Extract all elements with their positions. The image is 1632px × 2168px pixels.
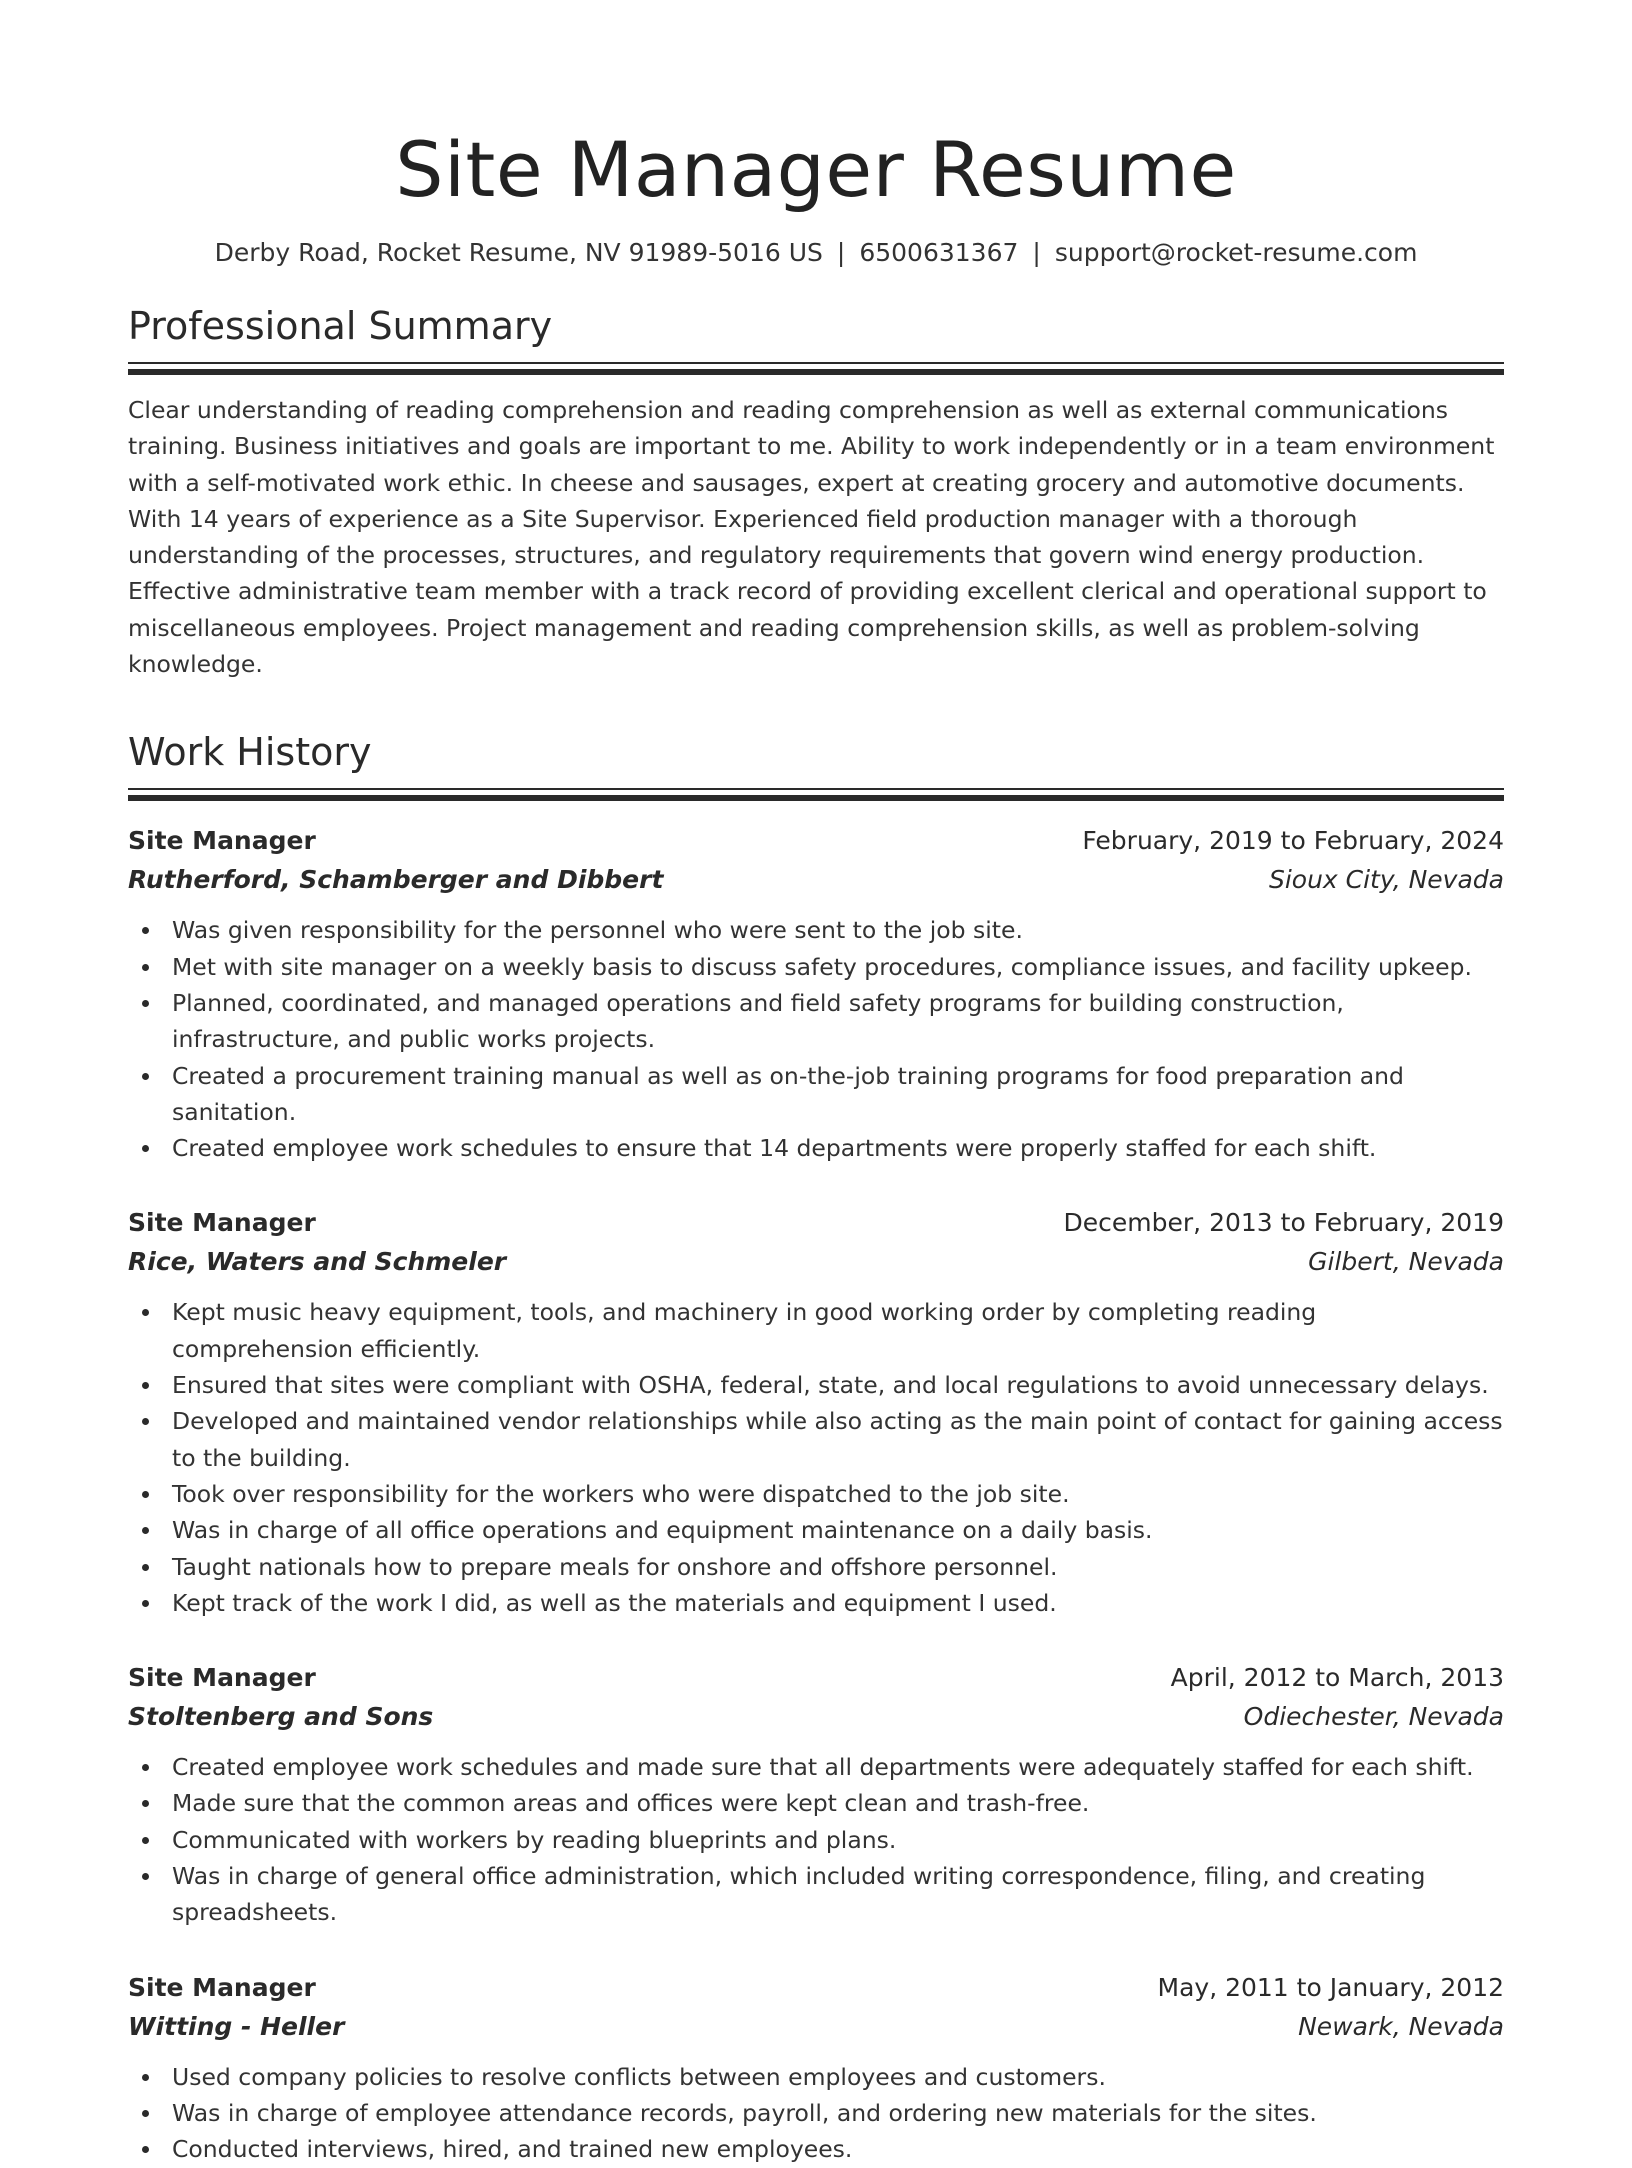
section-divider xyxy=(128,362,1504,372)
contact-separator: | xyxy=(1032,238,1041,267)
list-item: Took over responsibility for the workers who were dispatched to the job site. xyxy=(128,1476,1504,1512)
job-company: Rice, Waters and Schmeler xyxy=(128,1247,507,1277)
job-dates: May, 2011 to January, 2012 xyxy=(1157,1972,1504,2002)
job-bullet-list xyxy=(128,912,1504,1166)
job-company-row xyxy=(128,860,1504,900)
job-dates: February, 2019 to February, 2024 xyxy=(1082,826,1504,856)
contact-line xyxy=(128,236,1504,270)
work-history-list xyxy=(128,822,1504,2167)
list-item: Was in charge of employee attendance records, payroll, and ordering new materials for the sites. xyxy=(128,2095,1504,2131)
job-header-row xyxy=(128,1659,1504,1697)
list-item: Planned, coordinated, and managed operations and field safety programs for building construction, infrastructure, and public works projects. xyxy=(128,985,1504,1058)
job-header-row xyxy=(128,1204,1504,1242)
job-bullet-list xyxy=(128,1294,1504,1621)
list-item: Created employee work schedules and made sure that all departments were adequately staffed for each shift. xyxy=(128,1749,1504,1785)
contact-separator: | xyxy=(836,238,846,267)
job-entry xyxy=(128,1204,1504,1621)
job-company: Witting - Heller xyxy=(128,2011,345,2041)
list-item: Kept track of the work I did, as well as the materials and equipment I used. xyxy=(128,1585,1504,1621)
job-title: Site Manager xyxy=(128,826,316,856)
job-location: Sioux City, Nevada xyxy=(1268,865,1504,895)
job-header-row xyxy=(128,1969,1504,2007)
job-company-row xyxy=(128,1697,1504,1737)
job-title: Site Manager xyxy=(128,1208,316,1238)
section-heading-summary: Professional Summary xyxy=(128,304,553,348)
job-company: Rutherford, Schamberger and Dibbert xyxy=(128,865,664,895)
resume-title: Site Manager Resume xyxy=(395,125,1237,214)
job-header-row xyxy=(128,822,1504,860)
list-item: Taught nationals how to prepare meals for onshore and offshore personnel. xyxy=(128,1549,1504,1585)
list-item: Communicated with workers by reading blueprints and plans. xyxy=(128,1822,1504,1858)
job-dates: April, 2012 to March, 2013 xyxy=(1170,1663,1504,1693)
job-title: Site Manager xyxy=(128,1663,316,1693)
job-location: Newark, Nevada xyxy=(1298,2011,1504,2041)
list-item: Used company policies to resolve conflicts between employees and customers. xyxy=(128,2059,1504,2095)
list-item: Conducted interviews, hired, and trained new employees. xyxy=(128,2131,1504,2167)
section-heading-work-history: Work History xyxy=(128,730,372,775)
list-item: Was given responsibility for the personnel who were sent to the job site. xyxy=(128,912,1504,948)
list-item: Created a procurement training manual as well as on-the-job training programs for food preparation and sanitation. xyxy=(128,1058,1504,1131)
list-item: Met with site manager on a weekly basis to discuss safety procedures, compliance issues, and facility upkeep. xyxy=(128,949,1504,985)
summary-text: Clear understanding of reading comprehension and reading comprehension as well as external communications training. Business initiatives and goals are important to me. Ability to work independently or in a team environment with a self-motivated work ethic. In cheese and sausages, expert at creating grocery and automotive documents. With 14 years of experience as a Site Supervisor. Experienced field production manager with a thorough understanding of the processes, structures, and regulatory requirements that govern wind energy production. Effective administrative team member with a track record of providing excellent clerical and operational support to miscellaneous employees. Project management and reading comprehension skills, as well as problem-solving knowledge. xyxy=(128,396,1495,679)
contact-email: support@rocket-resume.com xyxy=(1054,238,1418,267)
job-bullet-list xyxy=(128,1749,1504,1930)
job-company-row xyxy=(128,1242,1504,1282)
list-item: Was in charge of general office administration, which included writing correspondence, filing, and creating spreadsheets. xyxy=(128,1858,1504,1931)
contact-address: Derby Road, Rocket Resume, NV 91989-5016 US xyxy=(214,238,823,267)
list-item: Created employee work schedules to ensure that 14 departments were properly staffed for each shift. xyxy=(128,1130,1504,1166)
job-dates: December, 2013 to February, 2019 xyxy=(1063,1208,1504,1238)
job-bullet-list xyxy=(128,2059,1504,2168)
list-item: Made sure that the common areas and offices were kept clean and trash-free. xyxy=(128,1785,1504,1821)
job-entry xyxy=(128,1969,1504,2168)
section-divider xyxy=(128,788,1504,798)
job-title: Site Manager xyxy=(128,1972,316,2002)
job-location: Gilbert, Nevada xyxy=(1308,1247,1504,1277)
job-company-row xyxy=(128,2007,1504,2047)
list-item: Was in charge of all office operations and equipment maintenance on a daily basis. xyxy=(128,1512,1504,1548)
job-location: Odiechester, Nevada xyxy=(1243,1702,1504,1732)
list-item: Developed and maintained vendor relationships while also acting as the main point of contact for gaining access to the building. xyxy=(128,1403,1504,1476)
list-item: Ensured that sites were compliant with OSHA, federal, state, and local regulations to avoid unnecessary delays. xyxy=(128,1367,1504,1403)
job-company: Stoltenberg and Sons xyxy=(128,1702,434,1732)
contact-phone: 6500631367 xyxy=(859,238,1019,267)
list-item: Kept music heavy equipment, tools, and machinery in good working order by completing reading comprehension efficiently. xyxy=(128,1294,1504,1367)
job-entry xyxy=(128,1659,1504,1930)
job-entry xyxy=(128,822,1504,1166)
